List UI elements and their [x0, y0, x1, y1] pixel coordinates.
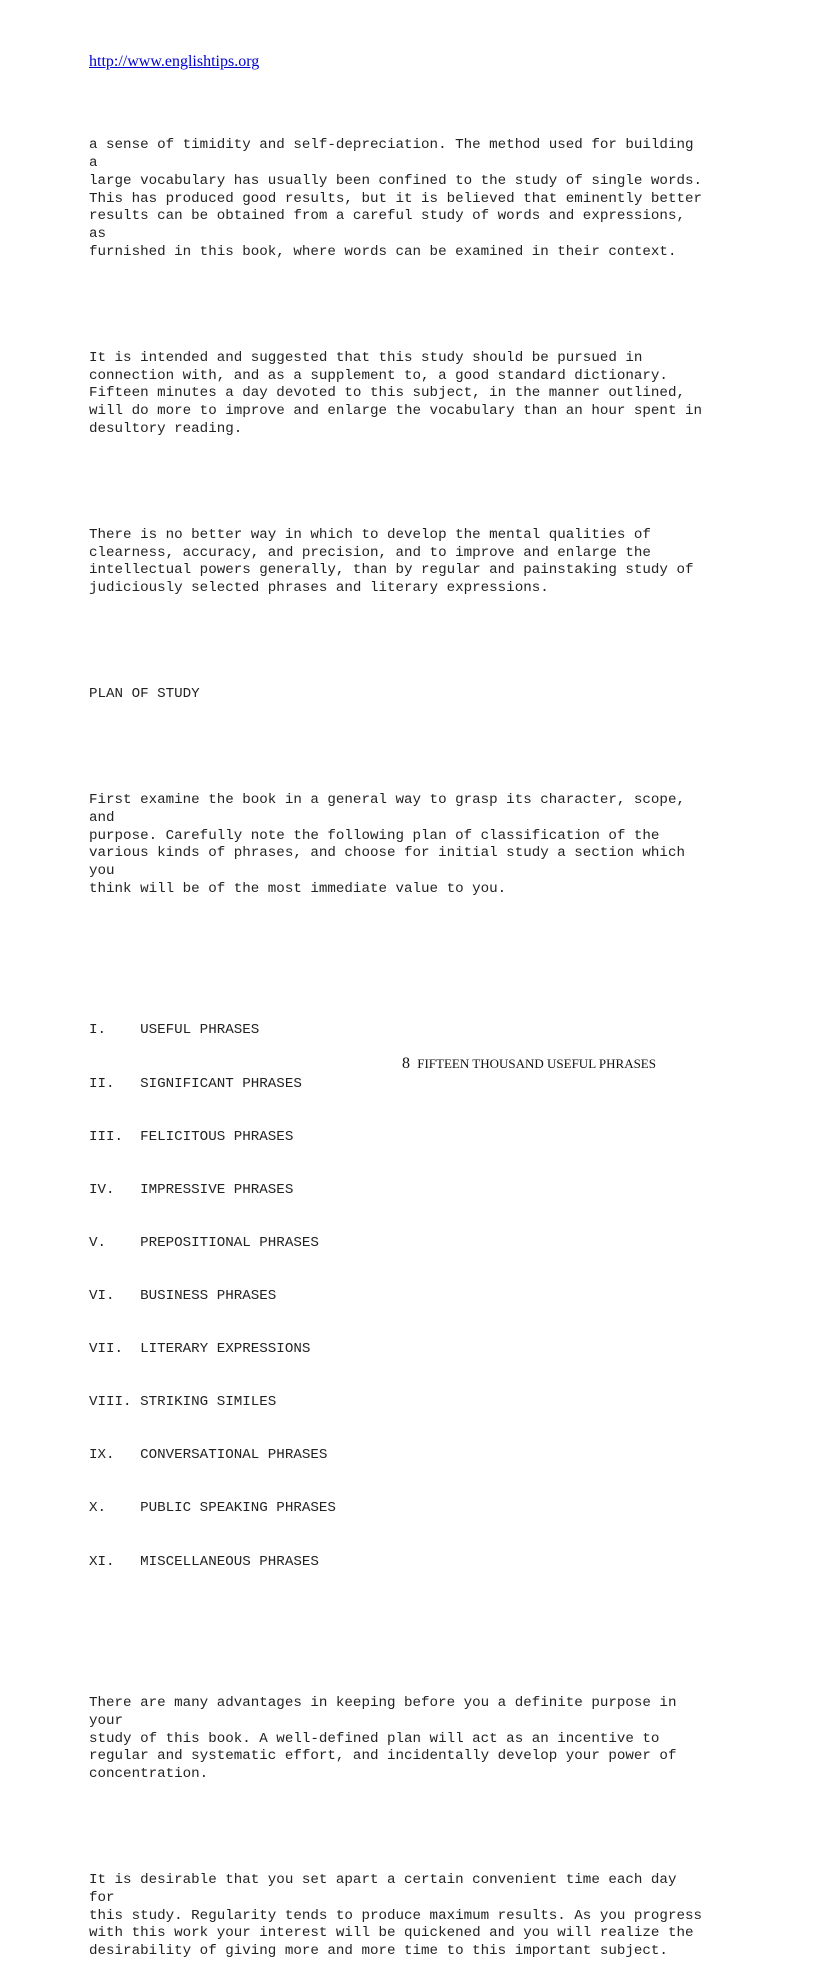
section-heading: PLAN OF STUDY [89, 686, 200, 703]
paragraph-mental-qualities: There is no better way in which to develop the mental qualities of clearness, accuracy, and precision, and to improve and enlarge the intellectual powers generally, than by regular and painstaking study of judiciously selected phrases and literary expressions. [89, 526, 694, 596]
book-title: FIFTEEN THOUSAND USEFUL PHRASES [417, 1056, 656, 1071]
list-item: X. PUBLIC SPEAKING PHRASES [89, 1500, 336, 1517]
paragraph-gap [89, 739, 769, 757]
source-link[interactable]: http://www.englishtips.org [89, 53, 260, 70]
classification-list [89, 987, 769, 1607]
paragraph-gap [89, 1642, 769, 1660]
paragraph-gap [89, 934, 769, 952]
list-item: IX. CONVERSATIONAL PHRASES [89, 1447, 328, 1464]
page-footer [402, 1055, 656, 1073]
paragraph-gap [89, 633, 769, 651]
page-body [89, 102, 769, 1978]
paragraph-dictionary-supplement: It is intended and suggested that this study should be pursued in connection with, and as a supplement to, a good standard dictionary. Fifteen minutes a day devoted to this subject, in the manner outlined, will do more to improve and enlarge the vocabulary than an hour spent in desultory reading. [89, 349, 702, 437]
paragraph-definite-purpose: There are many advantages in keeping before you a definite purpose in your study of this book. A well-defined plan will act as an incentive to regular and systematic effort, and incidentally develop your power of concentration. [89, 1695, 677, 1782]
list-item: I. USEFUL PHRASES [89, 1022, 260, 1039]
paragraph-gap [89, 297, 769, 315]
list-item: IV. IMPRESSIVE PHRASES [89, 1181, 294, 1198]
paragraph-gap [89, 474, 769, 492]
list-item: III. FELICITOUS PHRASES [89, 1128, 294, 1145]
paragraph-examine-book: First examine the book in a general way to grasp its character, scope, and purpose. Carefully note the following plan of classification of the various kinds of phrases, and choose for initial study a section which you think will be of the most immediate value to you. [89, 792, 685, 897]
paragraph-gap [89, 1819, 769, 1837]
page-number: 8 [402, 1055, 410, 1072]
list-item: VII. LITERARY EXPRESSIONS [89, 1341, 311, 1358]
list-item: VI. BUSINESS PHRASES [89, 1288, 277, 1305]
list-item: XI. MISCELLANEOUS PHRASES [89, 1553, 319, 1570]
list-item: II. SIGNIFICANT PHRASES [89, 1075, 302, 1092]
paragraph-regular-time: It is desirable that you set apart a certain convenient time each day for this study. Regularity tends to produce maximum results. As you progress with this work your interest will be quickened and you will realize the desirability of giving more and more time to this important subject. [89, 1872, 702, 1960]
list-item: V. PREPOSITIONAL PHRASES [89, 1234, 319, 1251]
list-item: VIII. STRIKING SIMILES [89, 1394, 277, 1411]
paragraph-vocabulary-method: a sense of timidity and self-depreciation. The method used for building a large vocabulary has usually been confined to the study of single words. This has produced good results, but it is believed that eminently better results can be obtained from a careful study of words and expressions, as furnished in this book, where words can be examined in their context. [89, 137, 702, 260]
